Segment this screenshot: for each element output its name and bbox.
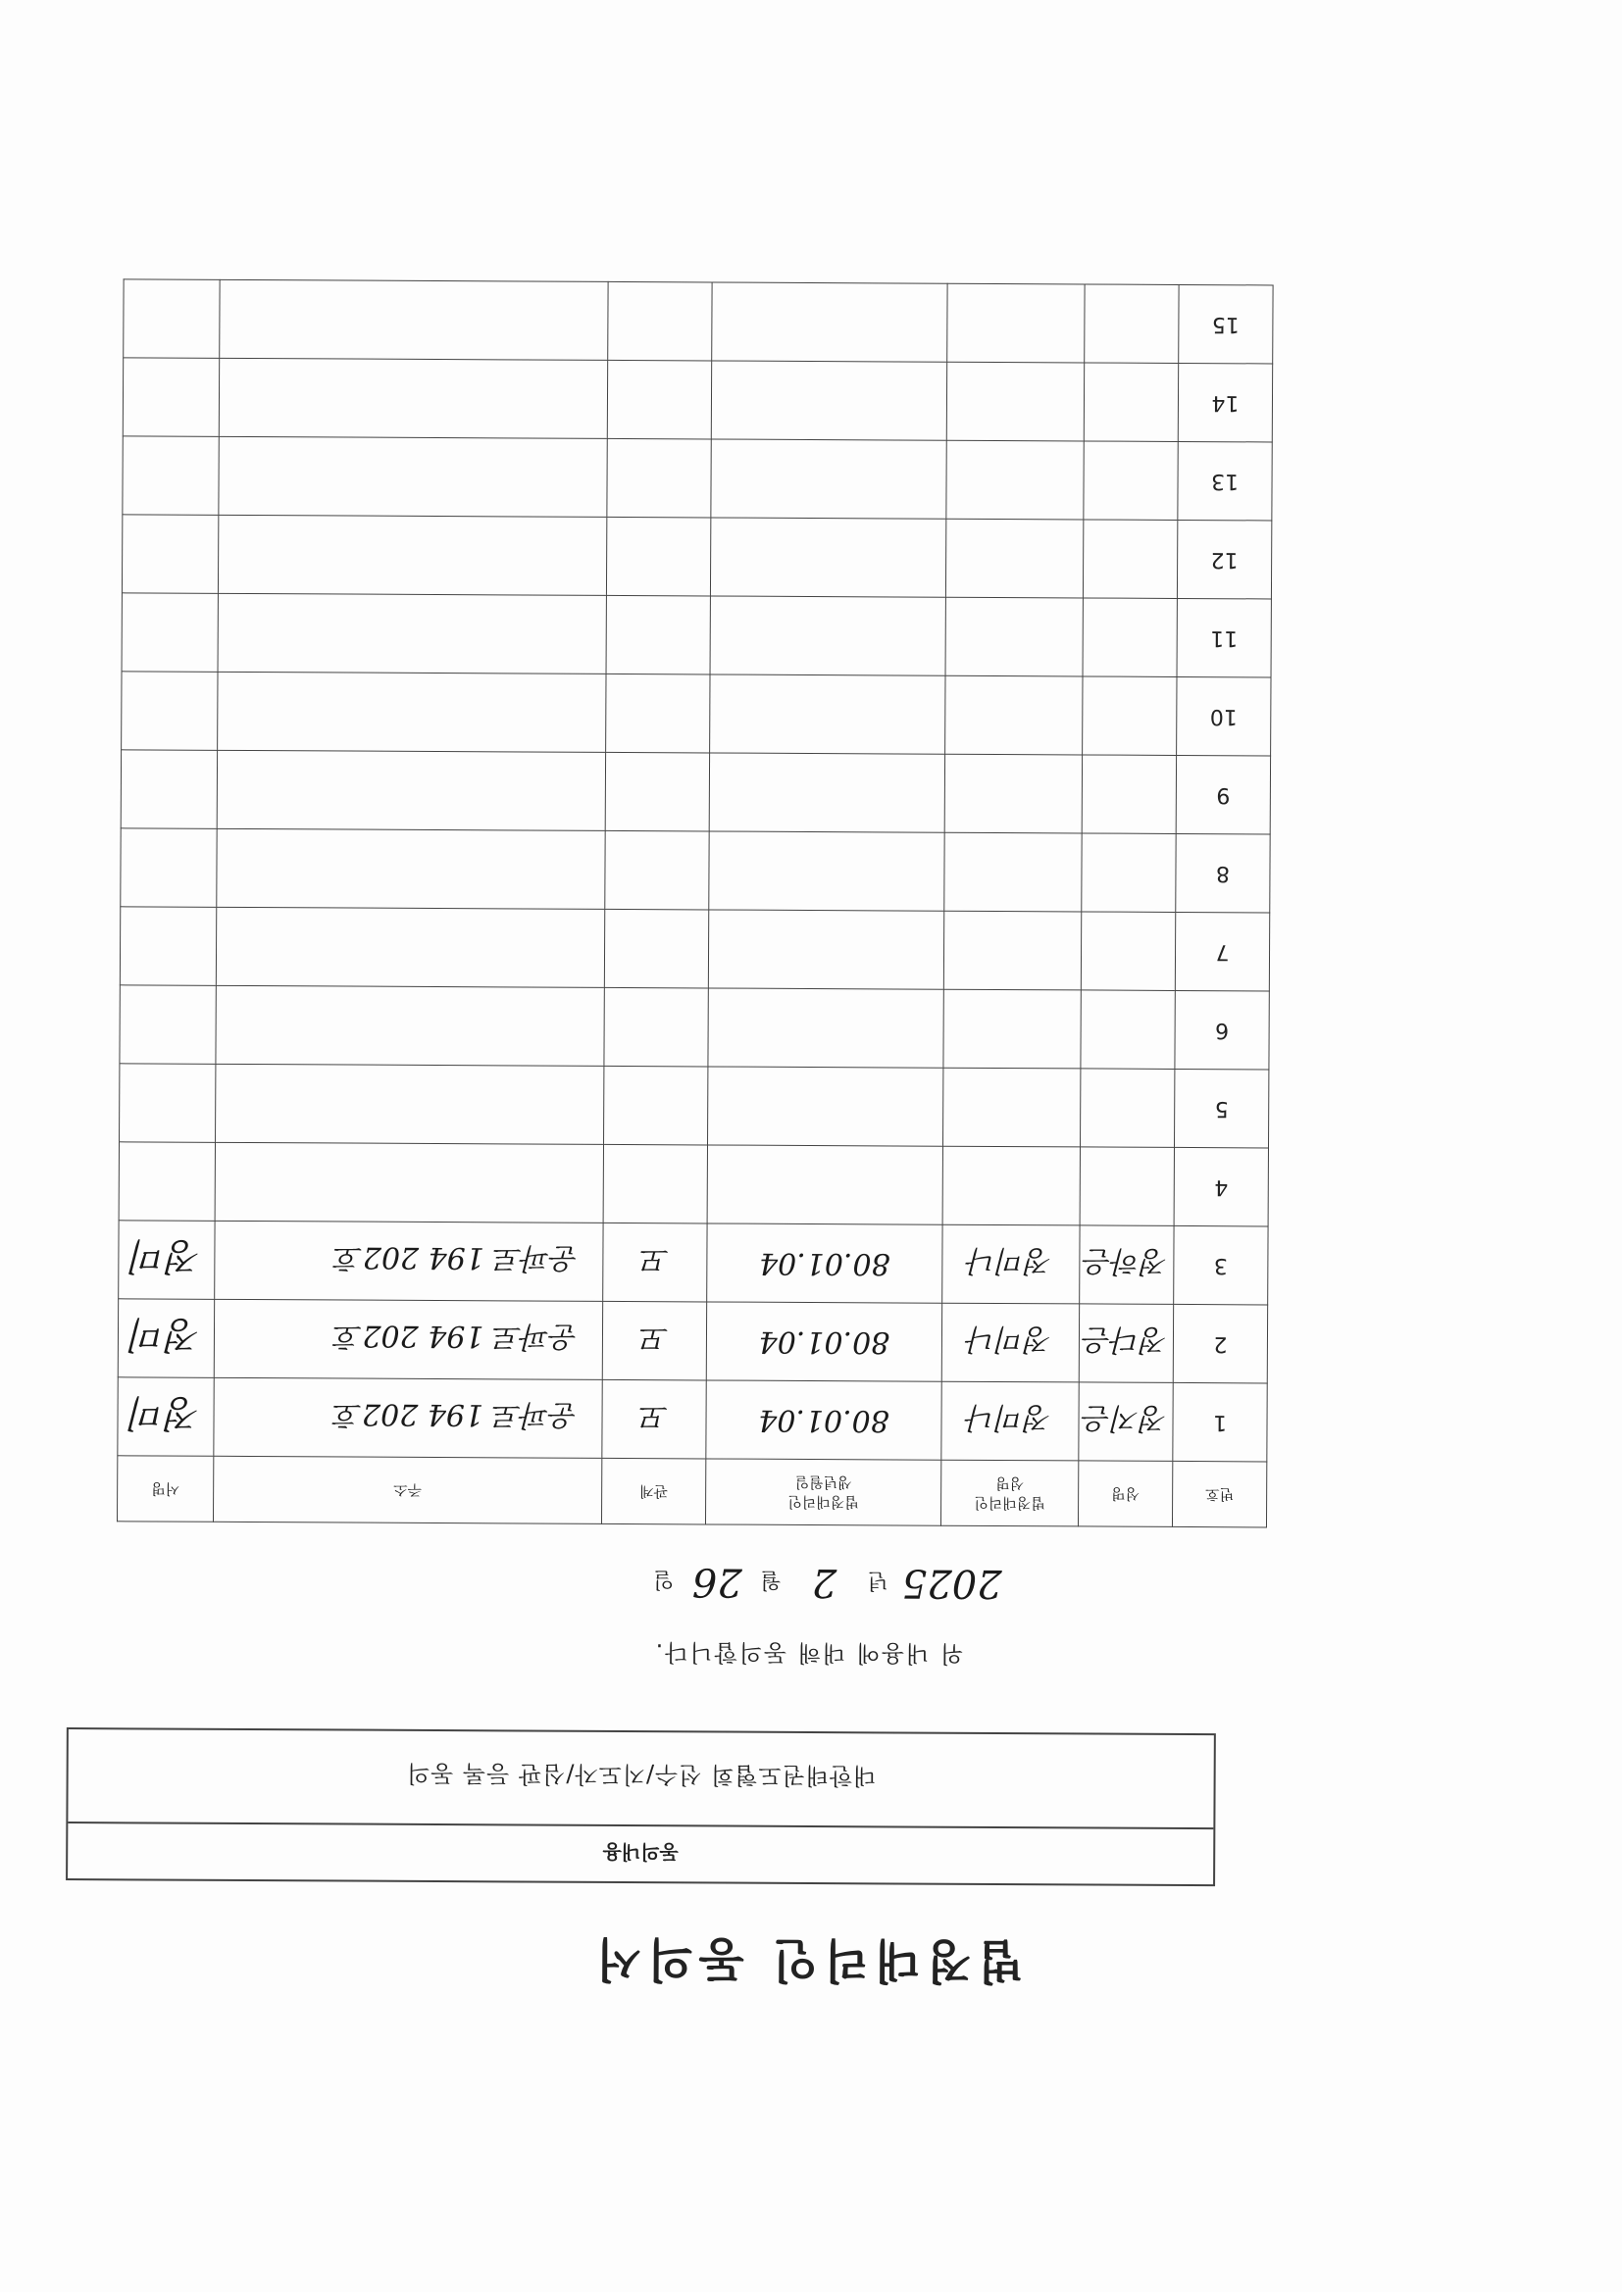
signature-handwritten [122, 593, 218, 673]
row-number: 4 [1174, 1147, 1268, 1226]
agent-birthdate [710, 674, 945, 754]
date-month-unit: 월 [760, 1567, 782, 1592]
student-name [1083, 676, 1177, 756]
header-relationship: 관계 [601, 1458, 705, 1524]
table-row [122, 515, 1271, 599]
relationship: 모 [602, 1301, 706, 1380]
signature-handwritten [121, 750, 217, 829]
signature-handwritten [121, 828, 217, 908]
table-row [121, 828, 1270, 913]
student-name: 정지은 [1079, 1382, 1173, 1462]
agent-name [945, 519, 1083, 598]
address [216, 907, 604, 987]
agent-name [944, 754, 1082, 833]
student-name [1082, 755, 1176, 834]
student-name [1083, 520, 1177, 599]
agent-birthdate [711, 361, 946, 440]
relationship [605, 830, 709, 910]
signature-handwritten [120, 985, 216, 1065]
address [220, 279, 608, 360]
table-row [120, 985, 1269, 1070]
agent-birthdate: 80.01.04 [706, 1380, 941, 1460]
date-day-handwritten: 26 [691, 1559, 742, 1605]
table-row [123, 436, 1272, 521]
consent-roster-table [117, 278, 1274, 1527]
agent-name [945, 597, 1083, 676]
signature-handwritten [122, 672, 218, 751]
signature-handwritten [122, 515, 218, 594]
agent-name [943, 911, 1081, 990]
agent-name [946, 362, 1084, 441]
row-number: 1 [1173, 1382, 1267, 1462]
agent-birthdate: 80.01.04 [706, 1302, 941, 1381]
relationship [605, 752, 709, 831]
student-name [1081, 990, 1175, 1070]
table-row [119, 1142, 1268, 1226]
agent-birthdate [709, 831, 944, 911]
student-name [1080, 1147, 1174, 1226]
agent-name [946, 440, 1084, 520]
agent-name [947, 283, 1085, 363]
relationship [608, 281, 712, 361]
row-number: 3 [1174, 1225, 1268, 1305]
header-address: 주소 [213, 1456, 601, 1523]
date-year-unit: 년 [867, 1568, 888, 1593]
row-number: 15 [1179, 284, 1273, 364]
header-agent-birthdate: 법정대리인 생년월일 [705, 1459, 940, 1525]
student-name [1082, 833, 1176, 913]
table-row [124, 279, 1273, 364]
header-number: 번호 [1172, 1461, 1266, 1527]
agent-birthdate [708, 910, 943, 989]
agent-birthdate: 80.01.04 [707, 1223, 942, 1303]
agent-birthdate [708, 988, 943, 1068]
relationship [604, 909, 708, 988]
date-day-unit: 일 [653, 1567, 675, 1592]
row-number: 10 [1177, 676, 1271, 756]
signature-handwritten [119, 1142, 215, 1222]
address [219, 436, 607, 517]
table-row [122, 593, 1271, 677]
student-name [1084, 363, 1178, 442]
agent-name [944, 832, 1082, 912]
address [217, 750, 605, 830]
student-name: 정다은 [1079, 1304, 1173, 1383]
relationship [606, 517, 710, 596]
header-agent-name: 법정대리인 성명 [940, 1460, 1078, 1526]
relationship [603, 1144, 707, 1223]
address: 운파로 194 202호 [215, 1221, 603, 1301]
consent-content-box [66, 1727, 1216, 1886]
date-year-handwritten: 2025 [901, 1560, 1002, 1607]
agent-birthdate [710, 596, 945, 675]
relationship [604, 987, 708, 1067]
table-row [118, 1377, 1267, 1462]
row-number: 12 [1177, 520, 1271, 599]
table-row [119, 1221, 1268, 1305]
agent-name [943, 989, 1081, 1069]
address [217, 828, 605, 909]
table-row [118, 1299, 1267, 1383]
signature-handwritten [120, 1064, 216, 1143]
row-number: 13 [1178, 441, 1272, 521]
address [219, 358, 607, 438]
consent-content-text: 대한태권도협회 선수/지도자/심판 등록 동의 [405, 1760, 877, 1790]
agent-name [942, 1146, 1080, 1225]
relationship [606, 674, 710, 753]
row-number: 9 [1176, 755, 1270, 834]
table-row [122, 672, 1271, 756]
table-header-row [117, 1456, 1266, 1527]
signing-date [217, 1560, 1001, 1622]
address [215, 1142, 603, 1223]
student-name [1081, 912, 1175, 991]
address [218, 515, 606, 595]
agent-birthdate [710, 518, 945, 597]
agent-name: 정미나 [942, 1224, 1080, 1304]
relationship: 모 [603, 1223, 707, 1302]
table-row [123, 358, 1272, 442]
relationship [604, 1066, 708, 1145]
row-number: 11 [1177, 598, 1271, 677]
consent-content-header: 동의내용 [68, 1822, 1213, 1884]
address [218, 593, 606, 674]
student-name [1083, 598, 1177, 677]
table-row [120, 1064, 1269, 1148]
relationship [606, 595, 710, 674]
relationship [607, 360, 711, 439]
row-number: 7 [1175, 912, 1269, 991]
agent-birthdate [709, 753, 944, 832]
relationship [607, 438, 711, 518]
agent-birthdate [708, 1067, 943, 1146]
table-row [121, 750, 1270, 834]
row-number: 6 [1175, 990, 1269, 1070]
document-title: 법정대리인 동의서 [589, 1930, 1024, 1989]
signature-handwritten: 정미 [119, 1221, 215, 1300]
signature-handwritten [124, 279, 220, 359]
signature-handwritten: 정미 [118, 1299, 214, 1378]
address [216, 1064, 604, 1144]
relationship: 모 [602, 1379, 706, 1459]
date-month-handwritten: 2 [811, 1560, 837, 1606]
student-name: 정하은 [1080, 1225, 1174, 1305]
agent-name [945, 675, 1083, 755]
agent-birthdate [711, 439, 946, 519]
row-number: 2 [1173, 1304, 1267, 1383]
header-signature: 서명 [117, 1456, 213, 1522]
signature-handwritten [123, 358, 219, 437]
agent-name [943, 1068, 1081, 1147]
address: 운파로 194 202호 [214, 1299, 602, 1379]
address [218, 672, 606, 752]
table-row [120, 907, 1269, 991]
student-name [1084, 441, 1178, 521]
row-number: 8 [1176, 833, 1270, 913]
address [216, 985, 604, 1066]
agent-birthdate [712, 282, 947, 362]
row-number: 14 [1178, 363, 1272, 442]
signature-handwritten [120, 907, 216, 986]
student-name [1080, 1069, 1174, 1148]
consent-statement: 위 내용에 대해 동의합니다. [653, 1638, 964, 1668]
agent-name: 정미나 [941, 1303, 1079, 1382]
signature-handwritten [123, 436, 219, 516]
signature-handwritten: 정미 [118, 1377, 214, 1457]
row-number: 5 [1174, 1069, 1268, 1148]
address: 운파로 194 202호 [214, 1377, 602, 1458]
agent-name: 정미나 [941, 1381, 1079, 1461]
header-name: 성명 [1078, 1461, 1172, 1527]
agent-birthdate [707, 1145, 942, 1224]
student-name [1085, 284, 1179, 364]
